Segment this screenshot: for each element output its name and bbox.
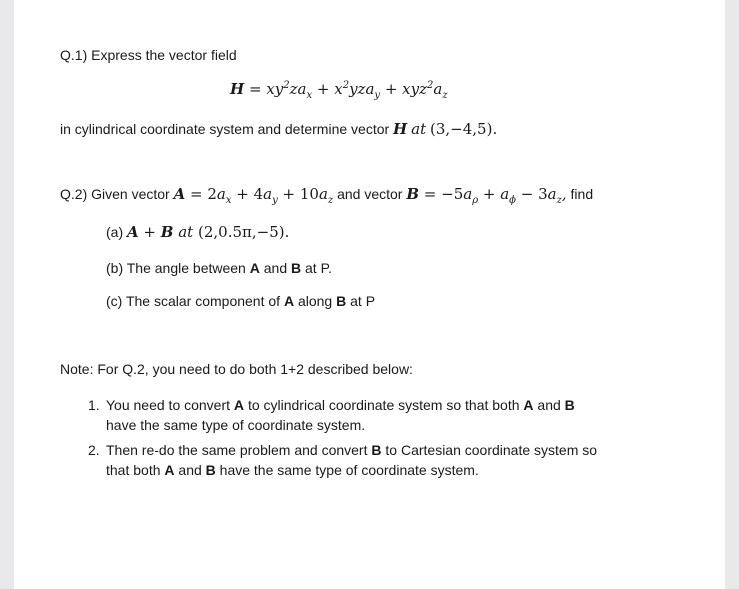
q2-part-a: (a) A + B at (2,0.5π,−5). (106, 223, 290, 241)
q1-instruction: in cylindrical coordinate system and determine vector H at (3,−4,5). (60, 120, 498, 138)
q2-statement: Q.2) Given vector $A = 2a_x + 4a_y + 10a_z$ and vector $B = -5a_\rho + a_\phi - 3a_z$, find (60, 185, 594, 206)
document-page (14, 0, 725, 589)
note-header: Note: For Q.2, you need to do both 1+2 described below: (60, 361, 413, 377)
q1-equation: $H = xy^2za_x + x^2yza_y + xyz^2a_z$ (230, 80, 448, 101)
note-item-1-line-1: You need to convert A to cylindrical coordinate system so that both A and B (106, 397, 575, 413)
q1-title: Q.1) Express the vector field (60, 47, 237, 63)
q2-part-b: (b) The angle between A and B at P. (106, 260, 333, 276)
note-item-number: 1. (88, 397, 100, 413)
note-item-2-line-1: Then re-do the same problem and convert B to Cartesian coordinate system so (106, 442, 598, 458)
note-item-1-line-2: have the same type of coordinate system. (106, 417, 366, 433)
note-item-2-line-2: that both A and B have the same type of coordinate system. (106, 462, 479, 478)
vector-h-ref: H (393, 120, 408, 138)
q2-part-c: (c) The scalar component of A along B at P (106, 293, 376, 309)
note-item-number: 2. (88, 442, 100, 458)
vector-h-symbol: H (230, 80, 245, 98)
q1-point: (3,−4,5). (430, 120, 498, 138)
